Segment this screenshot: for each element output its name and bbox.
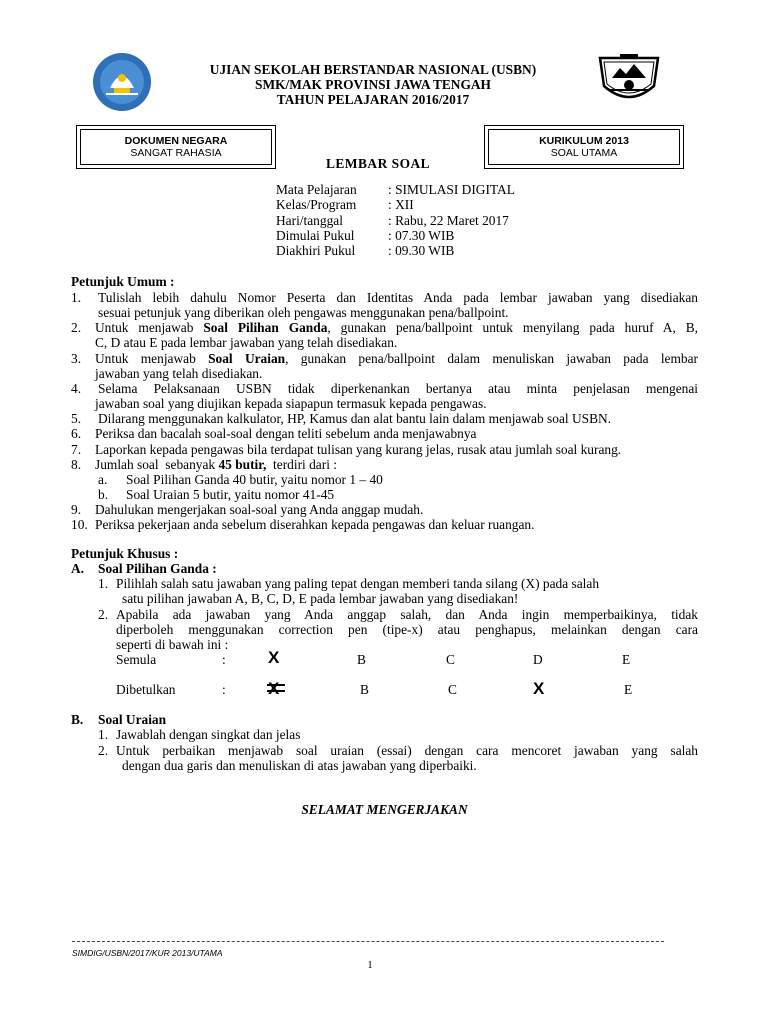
document-title: LEMBAR SOAL [326, 156, 431, 171]
instruction-2a [95, 320, 698, 335]
semula-option-d: D [533, 652, 543, 667]
dibetulkan-label: Dibetulkan [116, 682, 176, 697]
dibetulkan-option-e: E [624, 682, 633, 697]
instruction-2b: C, D atau E pada lembar jawaban yang telah disediakan. [95, 335, 398, 350]
header-line-2: SMK/MAK PROVINSI JAWA TENGAH [255, 77, 491, 92]
info-label: Diakhiri Pukul [276, 243, 356, 258]
semula-colon: : [222, 652, 226, 667]
instruction-8b: Soal Uraian 5 butir, yaitu nomor 41-45 [126, 487, 335, 502]
item-number: 6. [71, 426, 82, 441]
header-line-3: TAHUN PELAJARAN 2016/2017 [276, 92, 470, 107]
curriculum-line-1: KURIKULUM 2013 [539, 135, 629, 147]
cross-mark-icon: X [533, 679, 545, 698]
semula-option-b: B [357, 652, 366, 667]
text: Untuk menjawab [95, 351, 209, 366]
info-value: : Rabu, 22 Maret 2017 [388, 213, 509, 228]
item-number: 10. [71, 517, 88, 532]
tut-wuri-handayani-logo [92, 52, 152, 112]
item-number: 2. [98, 607, 109, 622]
specific-a1a: Pilihlah salah satu jawaban yang paling tepat dengan memberi tanda silang (X) pada salah [116, 576, 600, 591]
item-number: 1. [98, 576, 109, 591]
instruction-8 [95, 457, 337, 472]
dibetulkan-option-b: B [360, 682, 369, 697]
specific-instructions-heading: Petunjuk Khusus : [71, 546, 179, 561]
closing-message: SELAMAT MENGERJAKAN [301, 802, 468, 817]
general-instructions-heading: Petunjuk Umum : [71, 274, 175, 289]
footer-divider [72, 941, 664, 942]
info-label: Hari/tanggal [276, 213, 343, 228]
specific-b1: Jawablah dengan singkat dan jelas [116, 727, 301, 742]
text: , gunakan pena/ballpoint dalam menuliskan jawaban pada lembar [285, 351, 698, 366]
item-number: 1. [71, 290, 82, 305]
footer-code: SIMDIG/USBN/2017/KUR 2013/UTAMA [72, 948, 223, 958]
specific-a1b: satu pilihan jawaban A, B, C, D, E pada lembar jawaban yang disediakan! [122, 591, 519, 606]
instruction-5: Dilarang menggunakan kalkulator, HP, Kamus dan alat bantu lain dalam menjawab soal USBN. [98, 411, 612, 426]
classification-line-1: DOKUMEN NEGARA [124, 135, 228, 147]
info-label: Mata Pelajaran [276, 182, 357, 197]
sub-item-letter: b. [98, 487, 109, 502]
bold-text: Soal Pilihan Ganda [203, 320, 328, 335]
item-number: 2. [71, 320, 82, 335]
dibetulkan-option-c: C [448, 682, 457, 697]
dibetulkan-option-a-cancelled [268, 680, 284, 698]
item-number: 7. [71, 442, 82, 457]
info-value: : 09.30 WIB [388, 243, 455, 258]
item-number: 5. [71, 411, 82, 426]
item-number: 1. [98, 727, 109, 742]
header-line-1: UJIAN SEKOLAH BERSTANDAR NASIONAL (USBN) [209, 62, 537, 77]
specific-a2a: Apabila ada jawaban yang Anda anggap salah, dan Anda ingin memperbaikinya, tidak [116, 607, 698, 622]
instruction-4a: Selama Pelaksanaan USBN tidak diperkenankan bertanya atau minta penjelasan mengenai [98, 381, 698, 396]
curriculum-box [488, 129, 680, 165]
section-b-label: B. [71, 712, 84, 727]
specific-b2a: Untuk perbaikan menjawab soal uraian (essai) dengan cara mencoret jawaban yang salah [116, 743, 698, 758]
section-b-title: Soal Uraian [98, 712, 167, 727]
item-number: 3. [71, 351, 82, 366]
classification-box [80, 129, 272, 165]
text: , gunakan pena/ballpoint untuk menyilang pada huruf A, B, [327, 320, 698, 335]
info-value: : 07.30 WIB [388, 228, 455, 243]
info-value: : SIMULASI DIGITAL [388, 182, 515, 197]
specific-a2b: diperboleh menggunakan correction pen (tipe-x) atau penghapus, melainkan dengan cara [116, 622, 698, 637]
instruction-3a [95, 351, 698, 366]
strike-line-icon [267, 684, 285, 686]
semula-option-e: E [622, 652, 631, 667]
jawa-tengah-emblem [596, 52, 662, 106]
specific-a2c: seperti di bawah ini : [116, 637, 229, 652]
cross-mark-icon: X [268, 648, 280, 667]
bold-text: 45 butir, [218, 457, 267, 472]
sub-item-letter: a. [98, 472, 108, 487]
instruction-7: Laporkan kepada pengawas bila terdapat tulisan yang kurang jelas, rusak atau jumlah soal kurang. [95, 442, 622, 457]
strike-line-icon [267, 690, 285, 692]
specific-b2b: dengan dua garis dan menuliskan di atas jawaban yang diperbaiki. [122, 758, 477, 773]
text: Untuk menjawab [95, 320, 204, 335]
instruction-3b: jawaban yang telah disediakan. [95, 366, 263, 381]
text: terdiri dari : [266, 457, 337, 472]
item-number: 9. [71, 502, 82, 517]
item-number: 4. [71, 381, 82, 396]
instruction-9: Dahulukan mengerjakan soal-soal yang Anda anggap mudah. [95, 502, 424, 517]
instruction-1a: Tulislah lebih dahulu Nomor Peserta dan Identitas Anda pada lembar jawaban yang disediakan [98, 290, 698, 305]
instruction-4b: jawaban soal yang diujikan kepada siapapun termasuk kepada pengawas. [95, 396, 487, 411]
instruction-1b: sesuai petunjuk yang diberikan oleh pengawas menggunakan pena/ballpoint. [98, 305, 509, 320]
semula-label: Semula [116, 652, 157, 667]
item-number: 8. [71, 457, 82, 472]
section-a-label: A. [71, 561, 85, 576]
semula-option-c: C [446, 652, 455, 667]
info-label: Kelas/Program [276, 197, 357, 212]
instruction-10: Periksa pekerjaan anda sebelum diserahkan kepada pengawas dan keluar ruangan. [95, 517, 535, 532]
dibetulkan-colon: : [222, 682, 226, 697]
info-label: Dimulai Pukul [276, 228, 355, 243]
cross-mark-icon: X [268, 679, 280, 698]
item-number: 2. [98, 743, 109, 758]
info-value: : XII [388, 197, 414, 212]
instruction-8a: Soal Pilihan Ganda 40 butir, yaitu nomor 1 – 40 [126, 472, 383, 487]
section-a-title: Soal Pilihan Ganda : [98, 561, 217, 576]
text: Jumlah soal sebanyak [95, 457, 219, 472]
instruction-6: Periksa dan bacalah soal-soal dengan teliti sebelum anda menjawabnya [95, 426, 477, 441]
curriculum-line-2: SOAL UTAMA [550, 147, 618, 159]
page-number: 1 [367, 959, 373, 971]
bold-text: Soal Uraian [208, 351, 286, 366]
classification-line-2: SANGAT RAHASIA [130, 147, 222, 159]
